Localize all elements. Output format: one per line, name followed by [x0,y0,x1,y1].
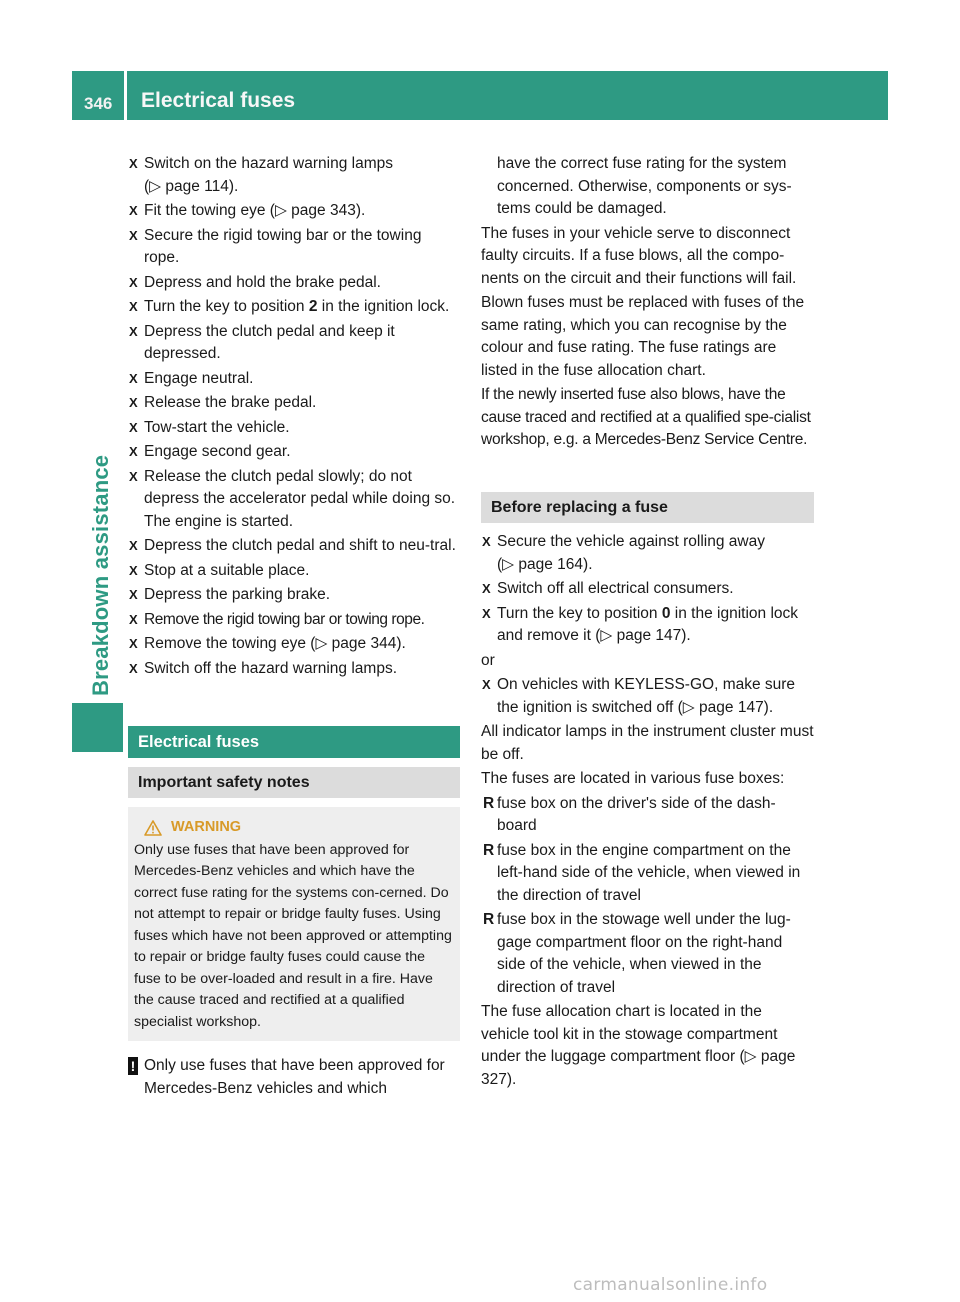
right-column [481,153,814,1093]
step-switch-off-consumers: X Switch off all electrical consumers. [481,578,814,601]
step-marker-icon: X [129,587,138,602]
step-marker-icon: X [482,581,491,596]
step-key-position-0: X Turn the key to position 0 in the ignition lock and remove it (▷ page 147). [482,604,799,644]
paragraph-indicator-lamps: All indicator lamps in the instrument cluster must be off. [481,723,814,763]
warning-text: Only use fuses that have been approved for Mercedes-Benz vehicles and which have the correct fuse rating for the systems con-cerned. Do not attempt to repair or bridge faulty fuses. Using fuses which have not been approved or attempting to repair or bridge faulty fuses could cause the fuse to be over-loaded and result in a fire. Have the cause traced and rectified at a qualified specialist workshop. [134,841,452,1030]
watermark: carmanualsonline.info [573,1275,768,1295]
step-marker-icon: X [129,156,138,171]
step-hold-brake: X Depress and hold the brake pedal. [128,272,460,295]
step-marker-icon: X [129,419,138,435]
paragraph-fuse-chart-location: The fuse allocation chart is located in the vehicle tool kit in the stowage compartment under the luggage compartment floor (▷ page 327). [481,1003,796,1088]
notice-note [128,1055,460,1100]
step-secure-vehicle: X Secure the vehicle against rolling away (▷ page 164). [482,533,765,573]
warning-box [128,807,460,1041]
step-marker-icon: X [129,395,138,410]
step-shift-neutral: X Depress the clutch pedal and shift to neu-tral. [128,535,460,558]
list-item: R fuse box in the engine compartment on the left-hand side of the vehicle, when viewed in the direction of travel [483,841,801,904]
step-marker-icon: X [482,605,491,621]
list-item: R fuse box in the stowage well under the lug-gage compartment floor on the right-hand side of the vehicle, when viewed in the direction of travel [483,911,791,996]
warning-triangle-icon [144,820,162,836]
warning-label: WARNING [171,819,242,835]
step-tow-start: X Tow-start the vehicle. [128,417,460,440]
page-number: 346 [84,94,113,113]
side-tab-block [72,703,123,752]
header-separator [124,71,127,120]
paragraph-fuse-boxes: The fuses are located in various fuse boxes: [481,770,785,787]
step-marker-icon: X [129,203,138,218]
step-marker-icon: X [129,370,138,386]
side-tab-title: Breakdown assistance [88,454,113,696]
notice-text: Only use fuses that have been approved for Mercedes-Benz vehicles and which [144,1057,445,1097]
step-marker-icon: X [129,636,138,651]
bullet-marker: R [483,841,495,859]
section-heading-electrical-fuses: Electrical fuses [128,726,460,758]
bullet-marker: R [483,911,495,928]
step-hazard-off: X Switch off the hazard warning lamps. [128,658,460,681]
step-remove-towing-bar: X Remove the rigid towing bar or towing rope. [128,609,460,632]
step-marker-icon: X [129,323,138,339]
step-marker-icon: X [129,274,138,290]
step-marker-icon: X [482,534,491,549]
warning-header [134,817,452,839]
step-second-gear: X Engage second gear. [128,441,460,464]
step-marker-icon: X [482,677,491,692]
step-marker-icon: X [129,538,138,553]
step-release-clutch: X Release the clutch pedal slowly; do not depress the accelerator pedal while doing so. The engine is started. [129,467,456,530]
or-label: or [481,651,495,669]
continued-text: have the correct fuse rating for the system concerned. Otherwise, components or sys-tems could be damaged. [497,155,792,217]
list-item: R fuse box on the driver's side of the dash-board [483,794,776,834]
step-fit-towing-eye: X Fit the towing eye (▷ page 343). [128,200,460,223]
step-remove-towing-eye: X Remove the towing eye (▷ page 344). [128,633,460,656]
step-marker-icon: X [129,468,138,484]
step-key-position-2: X Turn the key to position 2 in the ignition lock. [128,296,460,319]
step-engage-neutral: X Engage neutral. [128,368,460,391]
paragraph-blown-fuses: Blown fuses must be replaced with fuses of the same rating, which you can recognise by the colour and fuse rating. The fuse ratings are listed in the fuse allocation chart. [481,294,805,379]
bullet-marker: R [483,794,495,812]
exclamation-icon: ! [128,1057,138,1075]
step-keyless-go: X On vehicles with KEYLESS-GO, make sure the ignition is switched off (▷ page 147). [482,676,796,716]
step-stop: X Stop at a suitable place. [128,560,460,583]
left-column [128,153,460,1100]
step-release-brake: X Release the brake pedal. [128,392,460,415]
section-heading-safety-notes: Important safety notes [128,767,460,799]
paragraph-fuses-purpose: The fuses in your vehicle serve to disconnect faulty circuits. If a fuse blows, all the compo-nents on the circuit and their functions will fail. [481,224,797,287]
step-secure-towing-bar: X Secure the rigid towing bar or the towing rope. [129,226,422,266]
step-parking-brake: X Depress the parking brake. [128,584,460,607]
step-marker-icon: X [129,227,138,243]
step-marker-icon: X [129,299,138,314]
step-marker-icon: X [129,660,138,676]
paragraph-fuse-blows-again: If the newly inserted fuse also blows, have the cause traced and rectified at a qualified spe-cialist workshop, e.g. a Mercedes-Benz Service Centre. [481,386,811,448]
step-marker-icon: X [129,444,138,459]
step-marker-icon: X [129,611,138,627]
step-marker-icon: X [129,562,138,578]
step-hazard-on: X Switch on the hazard warning lamps (▷ page 114). [129,155,393,195]
page-title: Electrical fuses [141,89,296,112]
section-heading-before-replacing: Before replacing a fuse [481,492,814,524]
step-depress-clutch: X Depress the clutch pedal and keep it depressed. [129,322,395,362]
